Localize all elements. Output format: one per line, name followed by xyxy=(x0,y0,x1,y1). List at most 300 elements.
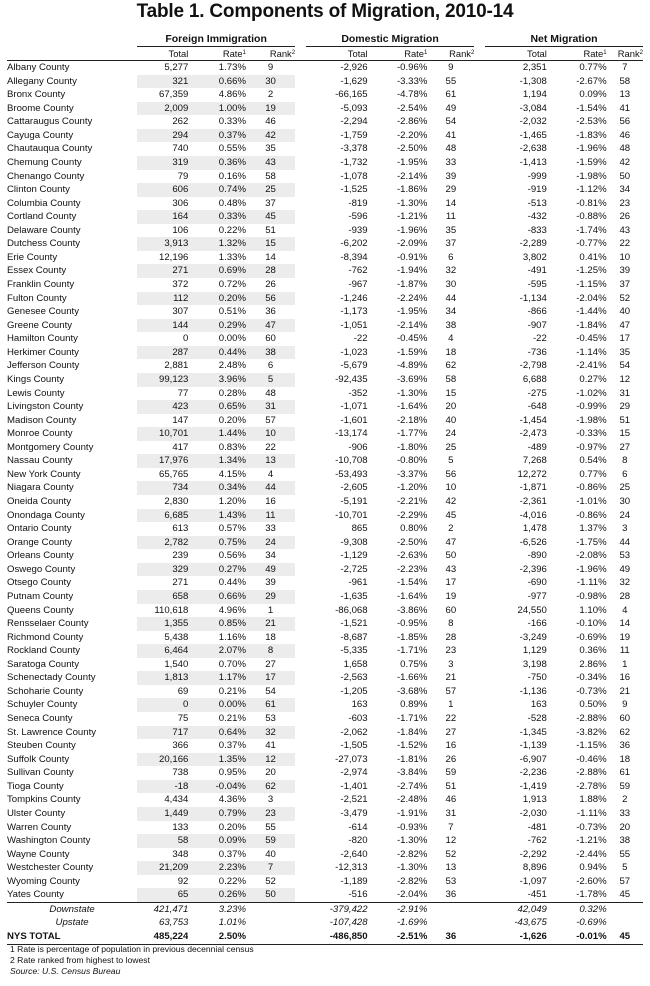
table-row xyxy=(7,509,643,523)
table-cell: -5,191 xyxy=(340,496,368,507)
table-cell: 485,224 xyxy=(137,930,188,944)
table-cell: 0.75% xyxy=(188,536,246,550)
table-cell: -5,335 xyxy=(340,645,368,657)
table-cell: 37 xyxy=(445,238,457,250)
table-cell: 8 xyxy=(448,618,454,630)
table-cell: 163 xyxy=(351,699,368,711)
column-gap xyxy=(474,604,485,618)
table-cell: 1,355 xyxy=(137,617,188,631)
table-cell: 0 xyxy=(137,698,188,712)
table-cell: 5,277 xyxy=(164,62,189,73)
table-cell: -1,401 xyxy=(340,780,368,792)
table-cell: -3.33% xyxy=(396,75,428,87)
table-cell: 1 xyxy=(267,604,274,616)
table-cell: 0.27% xyxy=(579,373,607,385)
table-cell: 1.43% xyxy=(188,509,246,523)
table-cell: -1.66% xyxy=(396,672,428,684)
table-cell: -1.75% xyxy=(576,536,607,548)
table-cell: 42 xyxy=(445,496,457,507)
column-gap xyxy=(295,793,306,807)
footnote-rate: 1 Rate is percentage of population in previous decennial census xyxy=(10,944,254,954)
table-cell: -1,097 xyxy=(519,875,547,887)
table-cell: 0.09% xyxy=(188,834,246,848)
table-cell: 54 xyxy=(265,685,276,697)
table-row xyxy=(7,115,643,129)
column-gap xyxy=(295,183,306,197)
table-cell: -2.08% xyxy=(576,550,607,562)
row-label: Bronx County xyxy=(7,89,66,101)
table-cell: 6,464 xyxy=(137,644,188,658)
table-cell: 11 xyxy=(619,645,630,657)
table-cell: 3,802 xyxy=(522,251,547,263)
table-row xyxy=(7,617,643,631)
column-gap xyxy=(295,142,306,156)
row-label: Cayuga County xyxy=(7,129,74,141)
table-cell: -27,073 xyxy=(335,753,368,765)
table-cell: -13,174 xyxy=(335,428,368,440)
table-cell: 54 xyxy=(619,360,631,372)
table-cell: 294 xyxy=(137,129,188,143)
table-cell: 35 xyxy=(265,143,276,155)
column-gap xyxy=(474,753,485,767)
row-label: Yates County xyxy=(7,889,64,901)
table-row xyxy=(7,75,643,89)
table-cell: 35 xyxy=(619,346,631,358)
table-cell: 133 xyxy=(172,821,189,833)
table-cell: 15 xyxy=(619,428,631,440)
table-cell: 27 xyxy=(265,658,276,670)
table-cell: 2 xyxy=(448,523,454,535)
row-label: Westchester County xyxy=(7,862,94,874)
row-label: Seneca County xyxy=(7,713,73,724)
table-cell: 0.89% xyxy=(400,699,428,711)
table-cell: 58 xyxy=(619,75,631,87)
table-cell: 1.73% xyxy=(218,62,246,73)
table-cell: 1,449 xyxy=(137,807,188,821)
column-gap xyxy=(474,617,485,631)
column-gap xyxy=(474,549,485,563)
table-cell: 19 xyxy=(445,590,457,602)
table-cell: 0.21% xyxy=(218,685,246,697)
table-cell: -0.33% xyxy=(576,428,607,440)
table-cell: 0.79% xyxy=(188,807,246,821)
table-cell: -481 xyxy=(527,821,547,833)
table-cell: -1.64% xyxy=(396,401,428,413)
table-cell: -1.15% xyxy=(576,279,607,290)
table-cell: 2 xyxy=(622,794,628,806)
table-cell: -1.20% xyxy=(396,482,428,494)
column-gap xyxy=(295,875,306,889)
table-cell: -6,526 xyxy=(519,536,547,548)
table-cell: -352 xyxy=(348,387,368,399)
column-gap xyxy=(474,658,485,672)
col-rate: Rate$^1$ xyxy=(188,47,246,61)
table-row xyxy=(7,414,643,428)
table-cell: -833 xyxy=(527,224,547,236)
table-cell: 39 xyxy=(619,265,631,277)
table-cell: -1.21% xyxy=(576,835,607,847)
row-label: Rensselaer County xyxy=(7,618,89,630)
table-cell: 59 xyxy=(445,767,457,779)
table-cell: 3 xyxy=(622,523,628,535)
table-cell: 17 xyxy=(445,577,457,589)
table-cell: 1,129 xyxy=(522,645,547,657)
table-cell: -1.85% xyxy=(396,631,428,643)
table-cell: 12 xyxy=(246,753,295,767)
table-cell: -1.30% xyxy=(396,387,428,399)
table-row xyxy=(7,468,643,482)
table-cell: 6,688 xyxy=(522,373,547,385)
table-cell: 62 xyxy=(445,360,457,372)
table-cell: 740 xyxy=(172,143,189,155)
table-cell xyxy=(607,902,643,916)
row-label: Upstate xyxy=(55,917,89,929)
row-label: Richmond County xyxy=(7,631,84,643)
column-gap xyxy=(474,590,485,604)
table-cell xyxy=(427,902,474,916)
table-cell: -1.64% xyxy=(396,590,428,602)
table-cell: 22 xyxy=(619,238,631,250)
table-cell: -1.11% xyxy=(576,807,607,819)
table-cell: 23 xyxy=(246,807,295,821)
table-cell: 1.20% xyxy=(218,496,246,507)
table-cell: -66,165 xyxy=(335,89,368,101)
table-cell: -8,687 xyxy=(340,631,368,643)
table-cell: 52 xyxy=(265,875,276,887)
table-row xyxy=(7,264,643,278)
table-cell: -1.81% xyxy=(396,753,428,765)
table-cell: 0.72% xyxy=(218,279,246,290)
table-cell: 865 xyxy=(351,523,368,535)
table-cell: 5 xyxy=(622,862,628,874)
table-cell: 106 xyxy=(172,224,189,236)
table-cell: 4.36% xyxy=(218,794,246,806)
table-cell: -489 xyxy=(527,441,547,453)
column-gap xyxy=(474,129,485,143)
row-label: Otsego County xyxy=(7,577,71,589)
table-cell: 12,196 xyxy=(159,251,189,263)
table-cell: 0.66% xyxy=(188,590,246,604)
table-row xyxy=(7,631,643,645)
column-gap xyxy=(474,739,485,753)
table-cell: 62 xyxy=(619,726,631,738)
row-label: Wyoming County xyxy=(7,875,80,887)
row-label: Allegany County xyxy=(7,75,77,87)
table-row xyxy=(7,495,643,509)
table-cell: -9,308 xyxy=(340,536,368,548)
table-cell: 0.77% xyxy=(579,62,607,73)
table-cell xyxy=(427,916,474,930)
table-cell: 53 xyxy=(265,713,276,724)
table-cell: 2 xyxy=(267,89,274,101)
table-cell: 0.36% xyxy=(188,156,246,170)
table-cell: -1.96% xyxy=(576,143,607,155)
table-cell: -1,129 xyxy=(340,550,368,562)
row-label: Schuyler County xyxy=(7,699,78,711)
column-gap xyxy=(474,902,485,916)
table-cell: 4 xyxy=(267,468,274,480)
table-cell: 271 xyxy=(137,264,188,278)
migration-table xyxy=(7,32,643,945)
table-cell: 49 xyxy=(619,563,631,575)
table-cell: 239 xyxy=(172,550,189,562)
table-cell: 57 xyxy=(445,685,457,697)
table-cell: -1.69% xyxy=(396,917,428,929)
table-cell: 21 xyxy=(445,672,457,684)
table-cell: 2.23% xyxy=(188,861,246,875)
column-header-row xyxy=(7,47,643,61)
table-cell: 0 xyxy=(183,333,189,345)
table-cell: 22 xyxy=(265,441,276,453)
table-cell: 51 xyxy=(265,224,276,236)
column-gap xyxy=(295,902,306,916)
table-cell: -762 xyxy=(527,835,547,847)
column-gap xyxy=(295,604,306,618)
table-cell: -603 xyxy=(348,713,368,724)
table-cell: 13 xyxy=(619,89,631,101)
column-gap xyxy=(474,170,485,184)
column-gap xyxy=(295,685,306,699)
row-label: Essex County xyxy=(7,265,67,277)
column-gap xyxy=(474,766,485,780)
table-row xyxy=(7,102,643,116)
table-cell: 60 xyxy=(619,713,631,724)
table-cell: -0.77% xyxy=(576,238,607,250)
table-cell: -1,419 xyxy=(519,780,547,792)
table-cell: -528 xyxy=(527,713,547,724)
row-label: Rockland County xyxy=(7,645,81,657)
table-cell: -1,732 xyxy=(340,156,368,168)
table-cell: 20,166 xyxy=(137,753,188,767)
table-cell: -0.86% xyxy=(576,509,607,521)
table-cell: 2,782 xyxy=(137,536,188,550)
table-cell: 0.37% xyxy=(188,129,246,143)
table-cell: -1,413 xyxy=(519,156,547,168)
table-row xyxy=(7,129,643,143)
column-gap xyxy=(295,549,306,563)
table-cell: 20 xyxy=(619,821,631,833)
table-cell: -2,473 xyxy=(519,428,547,440)
table-row xyxy=(7,821,643,835)
table-cell: -1.95% xyxy=(396,156,428,168)
table-row xyxy=(7,142,643,156)
table-cell: -1.84% xyxy=(576,319,607,331)
column-gap xyxy=(295,346,306,360)
table-cell: 62 xyxy=(246,780,295,794)
column-gap xyxy=(295,264,306,278)
table-cell: 18 xyxy=(619,753,631,765)
table-cell: 658 xyxy=(137,590,188,604)
table-cell: -22 xyxy=(353,333,368,345)
table-cell: -2.51% xyxy=(368,930,428,944)
row-label: Ontario County xyxy=(7,523,72,535)
column-gap xyxy=(295,536,306,550)
table-cell: -750 xyxy=(527,672,547,684)
table-cell: 1.34% xyxy=(188,454,246,468)
table-cell: 28 xyxy=(619,590,631,602)
row-label: Erie County xyxy=(7,251,58,263)
column-gap xyxy=(295,332,306,346)
table-cell: 21 xyxy=(246,617,295,631)
table-cell: -1.98% xyxy=(576,414,607,426)
table-cell: 31 xyxy=(246,400,295,414)
table-row xyxy=(7,373,643,387)
row-label: Oneida County xyxy=(7,496,71,507)
table-cell: -1.44% xyxy=(576,306,607,318)
column-gap xyxy=(295,387,306,401)
table-cell: 613 xyxy=(172,523,189,535)
table-cell: 42 xyxy=(619,156,631,168)
table-cell: 0.70% xyxy=(218,658,246,670)
footnotes xyxy=(10,944,254,977)
table-cell: 46 xyxy=(445,794,457,806)
table-cell: -1,071 xyxy=(340,401,368,413)
table-cell: 65 xyxy=(137,888,188,902)
table-cell: -6,907 xyxy=(519,753,547,765)
row-label: Greene County xyxy=(7,319,73,331)
table-cell: 287 xyxy=(137,346,188,360)
column-gap xyxy=(474,916,485,930)
table-cell: 57 xyxy=(265,414,276,426)
row-label: Warren County xyxy=(7,821,72,833)
table-cell: 75 xyxy=(177,713,189,724)
column-gap xyxy=(295,237,306,251)
table-cell: 63,753 xyxy=(159,917,189,929)
table-cell: 37 xyxy=(265,197,276,209)
column-gap xyxy=(474,115,485,129)
table-cell: -1,136 xyxy=(519,685,547,697)
table-cell: 47 xyxy=(619,319,631,331)
table-cell: -2.91% xyxy=(368,902,428,916)
table-cell: -736 xyxy=(527,346,547,358)
table-cell: 372 xyxy=(172,279,189,290)
table-cell: -2.23% xyxy=(396,563,428,575)
table-cell: -2.54% xyxy=(396,102,428,114)
source-note: Source: U.S. Census Bureau xyxy=(10,966,121,976)
column-gap xyxy=(295,821,306,835)
table-row xyxy=(7,210,643,224)
table-row xyxy=(7,441,643,455)
table-cell: 144 xyxy=(137,319,188,333)
column-gap xyxy=(295,780,306,794)
table-cell: 12,272 xyxy=(517,468,547,480)
table-cell: 26 xyxy=(619,211,631,223)
table-cell: 1.32% xyxy=(188,237,246,251)
column-gap xyxy=(295,305,306,319)
table-cell: 606 xyxy=(137,183,188,197)
table-cell: -0.34% xyxy=(576,672,607,684)
table-cell: 3,198 xyxy=(522,658,547,670)
table-cell: 47 xyxy=(445,536,457,548)
row-label: Downstate xyxy=(7,902,137,916)
table-row xyxy=(7,563,643,577)
table-cell: -1.30% xyxy=(396,835,428,847)
column-gap xyxy=(295,224,306,238)
table-cell: 1.37% xyxy=(579,523,607,535)
row-label: Steuben County xyxy=(7,740,76,752)
table-cell: -1,626 xyxy=(485,930,547,944)
table-cell: -516 xyxy=(348,889,368,901)
table-cell: 61 xyxy=(445,89,457,101)
table-cell: 28 xyxy=(445,631,457,643)
row-label: Montgomery County xyxy=(7,441,94,453)
table-cell: -0.73% xyxy=(576,685,607,697)
table-cell: 10,701 xyxy=(137,427,188,441)
table-cell: -275 xyxy=(527,387,547,399)
table-cell: 421,471 xyxy=(137,902,188,916)
row-label: Kings County xyxy=(7,373,65,385)
table-cell: 33 xyxy=(619,807,631,819)
table-cell: -1.59% xyxy=(576,156,607,168)
table-cell: 39 xyxy=(265,577,276,589)
table-cell: 164 xyxy=(137,210,188,224)
table-cell: 2.48% xyxy=(218,360,246,372)
column-gap xyxy=(474,563,485,577)
table-cell: 34 xyxy=(445,306,457,318)
table-cell: -2.24% xyxy=(396,292,428,304)
table-cell: 77 xyxy=(177,387,189,399)
table-cell: 1,658 xyxy=(343,658,368,670)
column-gap xyxy=(474,75,485,89)
table-cell: 48 xyxy=(265,387,276,399)
table-cell: 15 xyxy=(445,387,457,399)
column-gap xyxy=(474,698,485,712)
table-cell: 53 xyxy=(445,875,457,887)
table-cell: -0.69% xyxy=(576,631,607,643)
table-cell: 2.50% xyxy=(188,930,246,944)
table-cell: -2,289 xyxy=(519,238,547,250)
table-cell: 46 xyxy=(619,129,631,141)
table-cell: -1.11% xyxy=(576,577,607,589)
table-cell: 321 xyxy=(137,75,188,89)
table-cell: -2.20% xyxy=(396,129,428,141)
column-gap xyxy=(295,712,306,726)
table-cell: 24 xyxy=(619,509,631,521)
row-label: Schoharie County xyxy=(7,685,84,697)
column-gap xyxy=(295,930,306,944)
table-row xyxy=(7,183,643,197)
table-cell: -961 xyxy=(348,577,368,589)
table-cell: 110,618 xyxy=(154,604,189,616)
table-cell: 0.32% xyxy=(547,902,607,916)
table-cell xyxy=(246,916,295,930)
table-cell: 25 xyxy=(246,183,295,197)
column-gap xyxy=(295,292,306,306)
row-label: Orleans County xyxy=(7,550,74,562)
table-cell: -5,679 xyxy=(340,360,368,372)
column-gap xyxy=(295,75,306,89)
table-cell: -939 xyxy=(348,224,368,236)
column-gap xyxy=(474,142,485,156)
table-cell: 1,913 xyxy=(522,794,547,806)
table-cell: -3.37% xyxy=(396,468,428,480)
table-cell: 6 xyxy=(267,360,274,372)
table-cell: -1.30% xyxy=(396,197,428,209)
table-cell: 50 xyxy=(246,888,295,902)
table-cell: 67,359 xyxy=(159,89,189,101)
table-cell: 18 xyxy=(445,346,457,358)
column-gap xyxy=(295,129,306,143)
table-cell: 32 xyxy=(445,265,457,277)
table-cell: 56 xyxy=(619,116,631,128)
table-cell: 21,209 xyxy=(137,861,188,875)
table-cell: 0.55% xyxy=(218,143,246,155)
table-cell: 38 xyxy=(619,835,631,847)
column-gap xyxy=(474,237,485,251)
table-cell: -1,635 xyxy=(340,590,368,602)
row-label: Chenango County xyxy=(7,170,85,182)
row-label: Queens County xyxy=(7,604,74,616)
